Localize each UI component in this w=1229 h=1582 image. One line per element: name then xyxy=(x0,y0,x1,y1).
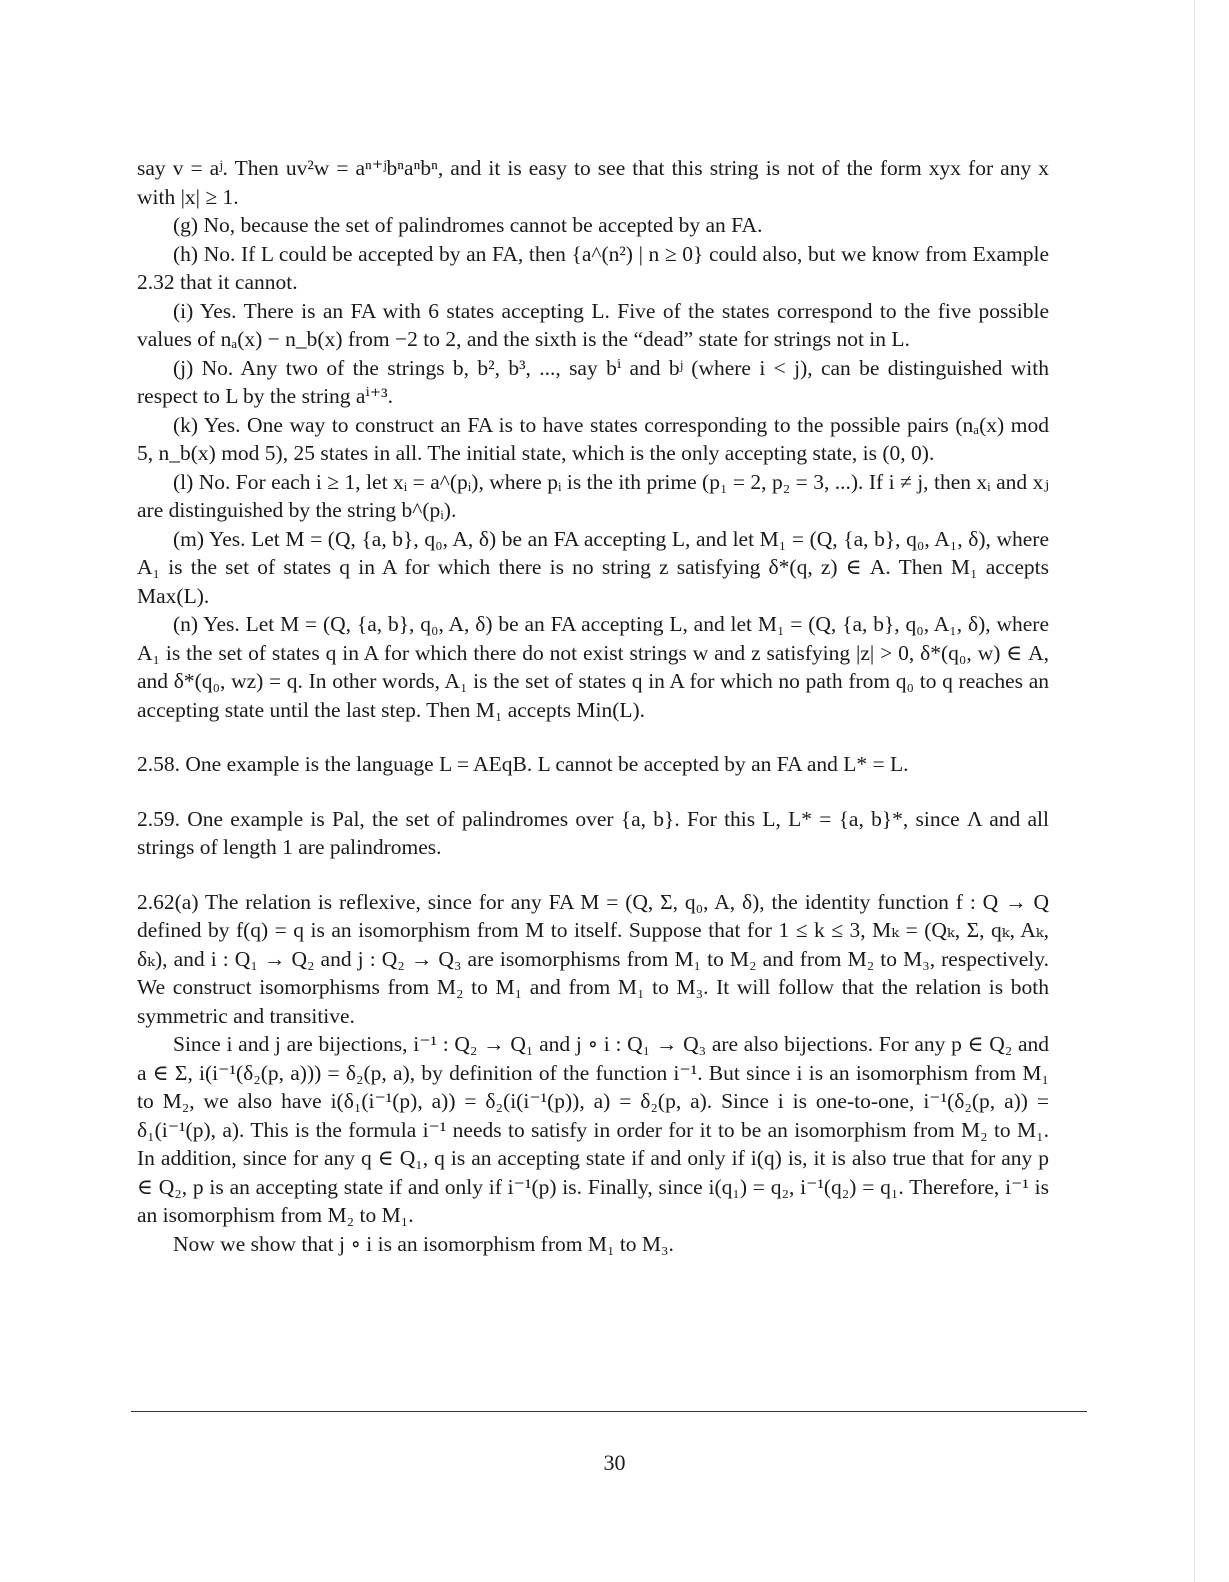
paragraph-2-62a-proof: Since i and j are bijections, i⁻¹ : Q₂ → Q₁ and j ∘ i : Q₁ → Q₃ are also bijections. For any p ∈ Q₂ and a ∈ Σ, i(i⁻¹(δ₂(p, a))) = δ₂(p, a), by definition of the function i⁻¹. But since i is an isomorphism from M₁ to M₂, we also have i(δ₁(i⁻¹(p), a)) = δ₂(i(i⁻¹(p)), a) = δ₂(p, a). Since i is one-to-one, i⁻¹(δ₂(p, a)) = δ₁(i⁻¹(p), a). This is the formula i⁻¹ needs to satisfy in order for it to be an isomorphism from M₂ to M₁. In addition, since for any q ∈ Q₁, q is an accepting state if and only if i(q) is, it is also true that for any p ∈ Q₂, p is an accepting state if and only if i⁻¹(p) is. Finally, since i(q₁) = q₂, i⁻¹(q₂) = q₁. Therefore, i⁻¹ is an isomorphism from M₂ to M₁. xyxy=(137,1032,1049,1227)
paragraph-l: (l) No. For each i ≥ 1, let xᵢ = a^(pᵢ), where pᵢ is the ith prime (p₁ = 2, p₂ = 3, ...). If i ≠ j, then xᵢ and xⱼ are distinguished by the string b^(pᵢ). xyxy=(137,469,1049,522)
paragraph-2-62a-next: Now we show that j ∘ i is an isomorphism from M₁ to M₃. xyxy=(173,1231,674,1256)
paragraph-n: (n) Yes. Let M = (Q, {a, b}, q₀, A, δ) be an FA accepting L, and let M₁ = (Q, {a, b}, q₀, A₁, δ), where A₁ is the set of states q in A for which there do not exist strings w and z satisfying |z| > 0, δ*(q₀, w) ∈ A, and δ*(q₀, wz) = q. In other words, A₁ is the set of states q in A for which no path from q₀ to q reaches an accepting state until the last step. Then M₁ accepts Min(L). xyxy=(137,612,1049,722)
paragraph-2-59: 2.59. One example is Pal, the set of palindromes over {a, b}. For this L, L* = {a, b}*, since Λ and all strings of length 1 are palindromes. xyxy=(137,806,1049,859)
page-number: 30 xyxy=(603,1450,626,1475)
paragraph-h: (h) No. If L could be accepted by an FA, then {a^(n²) | n ≥ 0} could also, but we know from Example 2.32 that it cannot. xyxy=(137,241,1049,294)
paragraph-i: (i) Yes. There is an FA with 6 states accepting L. Five of the states correspond to the five possible values of nₐ(x) − n_b(x) from −2 to 2, and the sixth is the “dead” state for strings not in L. xyxy=(137,298,1049,351)
page-body xyxy=(137,154,1049,1258)
footer-rule xyxy=(131,1411,1087,1412)
page-edge-line xyxy=(1194,0,1195,1582)
paragraph-2-58: 2.58. One example is the language L = AEqB. L cannot be accepted by an FA and L* = L. xyxy=(137,752,909,776)
paragraph-k: (k) Yes. One way to construct an FA is to have states corresponding to the possible pairs (nₐ(x) mod 5, n_b(x) mod 5), 25 states in all. The initial state, which is the only accepting state, is (0, 0). xyxy=(137,412,1049,465)
paragraph-m: (m) Yes. Let M = (Q, {a, b}, q₀, A, δ) be an FA accepting L, and let M₁ = (Q, {a, b}, q₀, A₁, δ), where A₁ is the set of states q in A for which there is no string z satisfying δ*(q, z) ∈ A. Then M₁ accepts Max(L). xyxy=(137,526,1049,608)
paragraph-g: (g) No, because the set of palindromes cannot be accepted by an FA. xyxy=(173,213,763,237)
paragraph-2-62a: 2.62(a) The relation is reflexive, since for any FA M = (Q, Σ, q₀, A, δ), the identity function f : Q → Q defined by f(q) = q is an isomorphism from M to itself. Suppose that for 1 ≤ k ≤ 3, Mₖ = (Qₖ, Σ, qₖ, Aₖ, δₖ), and i : Q₁ → Q₂ and j : Q₂ → Q₃ are isomorphisms from M₁ to M₂ and from M₂ to M₃, respectively. We construct isomorphisms from M₂ to M₁ and from M₁ to M₃. It will follow that the relation is both symmetric and transitive. xyxy=(137,889,1049,1028)
paragraph-f-continued: say v = aʲ. Then uv²w = aⁿ⁺ʲbⁿaⁿbⁿ, and it is easy to see that this string is not of the form xyx for any x with |x| ≥ 1. xyxy=(137,156,1049,209)
paragraph-j: (j) No. Any two of the strings b, b², b³, ..., say bⁱ and bʲ (where i < j), can be distinguished with respect to L by the string aⁱ⁺³. xyxy=(137,355,1049,408)
